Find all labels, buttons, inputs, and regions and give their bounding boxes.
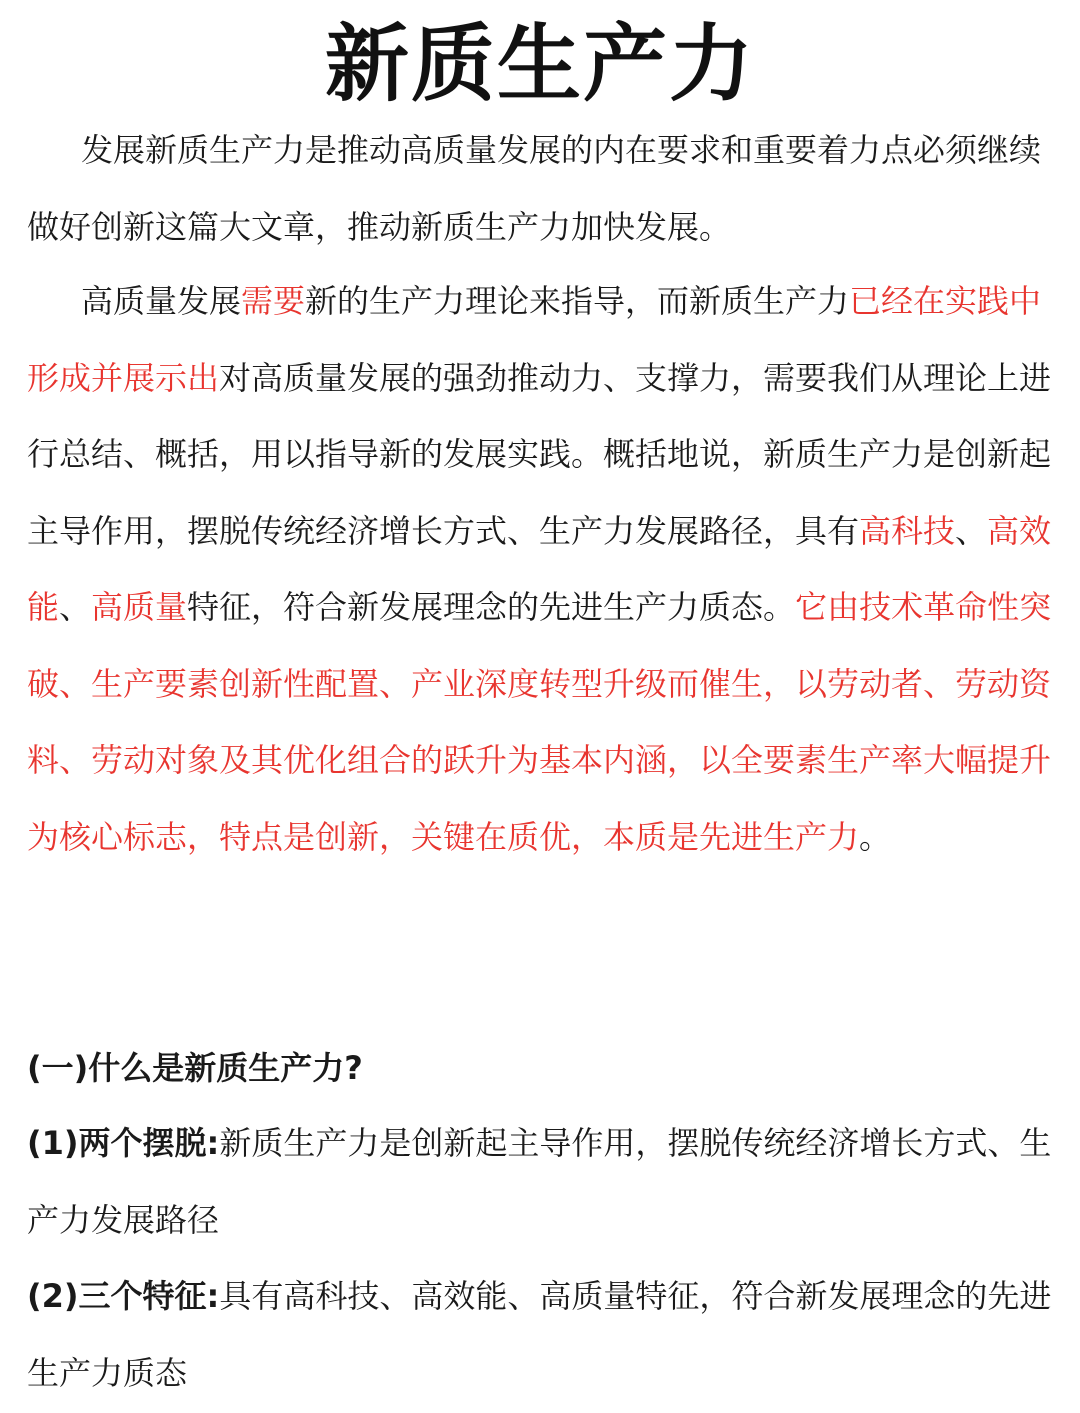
list-item: [27, 1105, 1053, 1259]
text-segment: 新的生产力理论来指导，而新质生产力: [305, 282, 850, 320]
text-segment: 。: [859, 817, 892, 856]
text-segment: 特征，符合新发展理念的先进生产力质态。: [187, 588, 796, 626]
highlighted-text: 需要: [241, 282, 306, 320]
item-label: (1)两个摆脱:: [27, 1124, 220, 1162]
item-label: (2)三个特征:: [27, 1277, 220, 1315]
body-paragraph: [27, 263, 1053, 875]
text-segment: 对高质量发展的强劲推动力、支撑力，需要我们从理论上进行总结、概括，用以指导新的发展实践。概括地说，新质生产力是创新起主导作用，摆脱传统经济增长方式、生产力发展路径，具有: [27, 358, 1052, 550]
highlighted-text: 已经在实践中形成并展示出: [27, 282, 1042, 397]
page-title: 新质生产力: [324, 15, 755, 113]
text-segment: 高质量发展: [81, 282, 242, 320]
highlighted-text: 高质量: [91, 588, 188, 626]
highlighted-text: 高科技: [859, 511, 956, 550]
item-text: 新质生产力是创新起主导作用，摆脱传统经济增长方式、生产力发展路径: [27, 1124, 1052, 1239]
highlighted-text: 它由技术革命性突破、生产要素创新性配置、产业深度转型升级而催生，以劳动者、劳动资料、劳动对象及其优化组合的跃升为基本内涵，以全要素生产率大幅提升为核心标志，特点是创新，关键在质优，本质是先进生产力: [27, 588, 1052, 856]
intro-paragraph: 发展新质生产力是推动高质量发展的内在要求和重要着力点必须继续做好创新这篇大文章，推动新质生产力加快发展。: [27, 131, 1042, 246]
item-text: 具有高科技、高效能、高质量特征，符合新发展理念的先进生产力质态: [27, 1277, 1052, 1392]
list-item: [27, 1258, 1053, 1412]
highlighted-text: 高效能: [27, 511, 1052, 626]
text-segment: 、: [59, 588, 92, 626]
section-heading: (一)什么是新质生产力?: [27, 1049, 363, 1087]
text-segment: 、: [955, 511, 988, 550]
